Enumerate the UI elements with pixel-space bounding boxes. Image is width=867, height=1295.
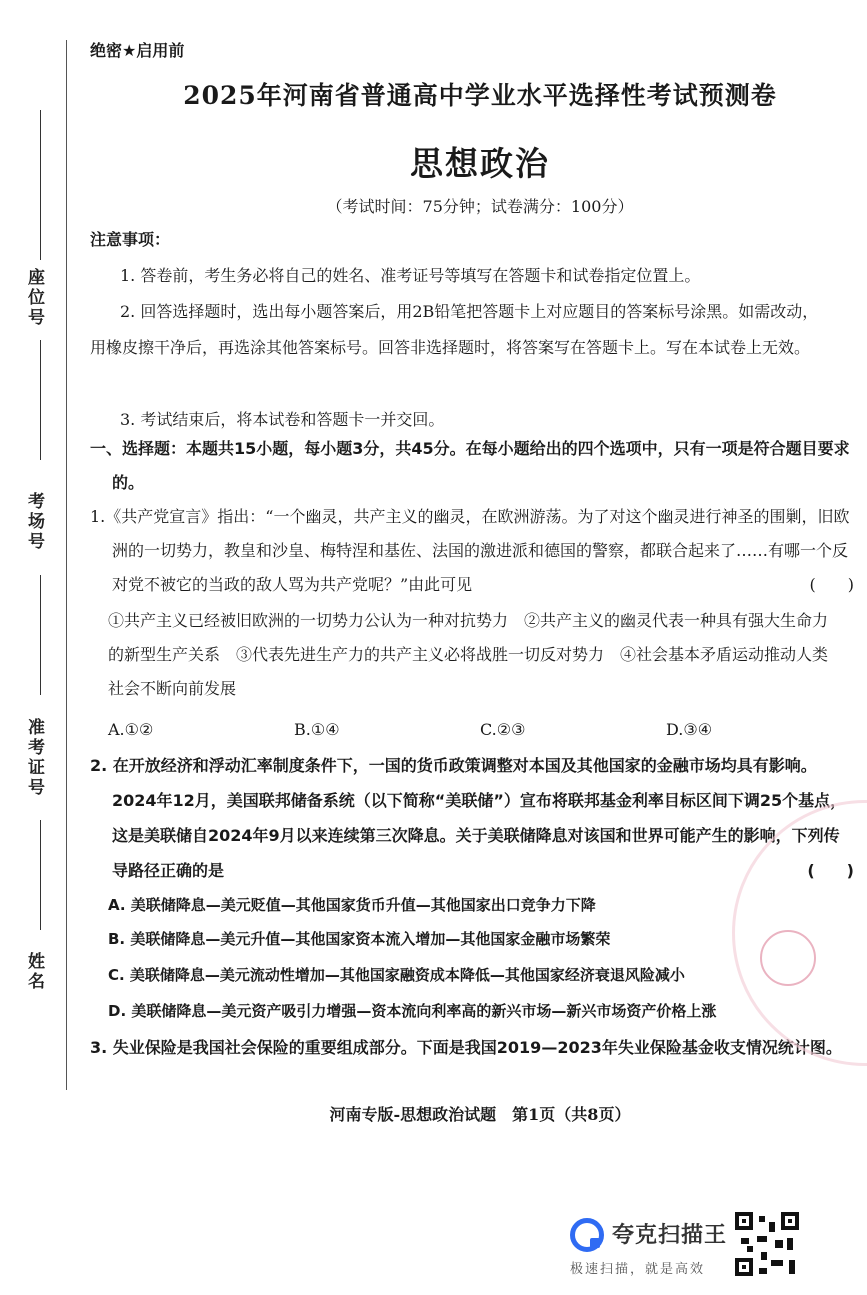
name-label: 姓名: [24, 952, 44, 992]
notice-item-2: 2. 回答选择题时，选出每小题答案后，用2B铅笔把答题卡上对应题目的答案标号涂黑。如需改动，用橡皮擦干净后，再选涂其他答案标号。回答非选择题时，将答案写在答题卡上。写在本试卷上无效。: [90, 302, 819, 357]
admission-number-label: 准考证号: [24, 718, 44, 798]
room-number-label: 考场号: [24, 492, 44, 552]
binding-line: [66, 40, 67, 1090]
seat-number-line-lower: [40, 340, 41, 460]
admission-number-line: [40, 820, 41, 930]
exam-meta: （考试时间：75分钟；试卷满分：100分）: [326, 197, 634, 216]
seat-number-label: 座位号: [24, 268, 44, 328]
question-1-option-c[interactable]: C.②③: [480, 720, 526, 739]
brand-name: 夸克扫描王: [612, 1223, 728, 1248]
secret-mark: 绝密★启用前: [90, 41, 185, 60]
question-1-options: [90, 712, 832, 748]
seat-number-line: [40, 110, 41, 260]
notice-title: 注意事项：: [90, 230, 171, 249]
brand-tagline: 极速扫描，就是高效: [570, 1262, 706, 1277]
question-2-text: 2. 在开放经济和浮动汇率制度条件下，一国的货币政策调整对本国及其他国家的金融市场均具有影响。2024年12月，美国联邦储备系统（以下简称“美联储”）宣布将联邦基金利率目标区间下调25个基点，这是美联储自2024年9月以来连续第三次降息。关于美联储降息对该国和世界可能产生的影响，下列传导路径正确的是: [90, 756, 847, 880]
scanner-brand: [570, 1210, 740, 1280]
question-2-stem: [90, 748, 854, 888]
room-number-line: [40, 575, 41, 695]
question-1-text: 1.《共产党宣言》指出：“一个幽灵，共产主义的幽灵，在欧洲游荡。为了对这个幽灵进行神圣的围剿，旧欧洲的一切势力，教皇和沙皇、梅特涅和基佐、法国的激进派和德国的警察，都联合起来了……有哪一个反对党不被它的当政的敌人骂为共产党呢？”由此可见: [90, 507, 850, 594]
question-1-answer-bracket: ( ): [809, 575, 854, 594]
question-3-stem: 3. 失业保险是我国社会保险的重要组成部分。下面是我国2019—2023年失业保险基金收支情况统计图。: [90, 1038, 842, 1057]
qr-code-icon: [735, 1212, 799, 1276]
question-2-answer-bracket: ( ): [807, 861, 854, 880]
question-2-option-d[interactable]: D. 美联储降息—美元资产吸引力增强—资本流向利率高的新兴市场—新兴市场资产价格上涨: [108, 1002, 717, 1020]
question-1-option-d[interactable]: D.③④: [666, 720, 713, 739]
notice-item-1: 1. 答卷前，考生务必将自己的姓名、准考证号等填写在答题卡和试卷指定位置上。: [120, 266, 701, 285]
subject-title: 思想政治: [410, 144, 550, 183]
watermark-stamp-logo: [760, 930, 816, 986]
question-2-option-c[interactable]: C. 美联储降息—美元流动性增加—其他国家融资成本降低—其他国家经济衰退风险减小: [108, 966, 685, 984]
question-2-option-b[interactable]: B. 美联储降息—美元升值—其他国家资本流入增加—其他国家金融市场繁荣: [108, 930, 611, 948]
question-2-option-a[interactable]: A. 美联储降息—美元贬值—其他国家货币升值—其他国家出口竞争力下降: [108, 896, 596, 914]
page-footer: 河南专版-思想政治试题 第1页（共8页）: [329, 1105, 631, 1124]
question-1-statements: ①共产主义已经被旧欧洲的一切势力公认为一种对抗势力 ②共产主义的幽灵代表一种具有强大生命力的新型生产关系 ③代表先进生产力的共产主义必将战胜一切反对势力 ④社会基本矛盾运动推动人类社会不断向前发展: [108, 611, 829, 698]
question-1-option-a[interactable]: A.①②: [108, 720, 154, 739]
question-1-stem: [90, 500, 854, 602]
quark-logo-icon: [570, 1218, 604, 1252]
section-heading: 一、选择题：本题共15小题，每小题3分，共45分。在每小题给出的四个选项中，只有一项是符合题目要求的。: [90, 439, 850, 492]
exam-title: 2025年河南省普通高中学业水平选择性考试预测卷: [183, 81, 777, 110]
question-1-option-b[interactable]: B.①④: [294, 720, 340, 739]
notice-item-3: 3. 考试结束后，将本试卷和答题卡一并交回。: [120, 410, 445, 429]
